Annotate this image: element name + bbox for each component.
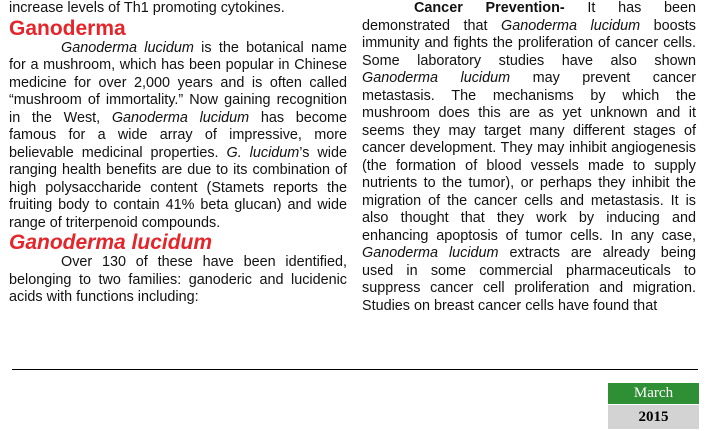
italic-term: Ganoderma lucidum: [362, 245, 499, 261]
text-run: It has been demonstrated that: [362, 0, 696, 34]
heading-ganoderma: Ganoderma: [9, 16, 126, 40]
text-run: boosts immunity and fights the proliferation of cancer cells. Some laboratory studies have also shown: [362, 17, 696, 69]
text-run: Over 130 of these have been identified, belonging to two families: ganoderic and lucidenic acids with functions including:: [9, 254, 347, 305]
right-column: [362, 0, 696, 315]
italic-term: Ganoderma lucidum: [111, 109, 250, 126]
text-run: may prevent cancer metastasis. The mechanisms by which the mushroom does this are as yet unknown and it seems they may target many different stages of cancer development. They may inhibit angiogenesis (the formation of blood vessels made to supply nutrients to the tumor), or perhaps they inhibit the migration of the cancer cells and metastasis. It is also thought that they work by inducing and enhancing apoptosis of tumor cells. In any case,: [362, 70, 696, 244]
italic-term: Ganoderma lucidum: [61, 39, 194, 56]
text-run: has become famous for a wide array of impressive, more believable medicinal properties.: [9, 109, 347, 161]
footer-divider: [12, 369, 698, 370]
left-column: [9, 0, 347, 307]
date-month-badge: March: [608, 383, 699, 404]
paragraph-acids: [9, 254, 347, 307]
text-run: extracts are already being used in some commercial pharmaceuticals to suppress cancer cell proliferation and migration. Studies on breast cancer cells have found that: [362, 245, 696, 314]
heading-ganoderma-lucidum: Ganoderma lucidum: [9, 231, 213, 254]
italic-term: G. lucidum: [226, 144, 300, 161]
italic-term: Ganoderma lucidum: [501, 17, 641, 34]
text-run: ’s wide ranging health benefits are due to its combination of high polysaccharide content (Stamets reports the fruiting body to contain 41% beta glucan) and wide range of triterpenoid compounds.: [9, 144, 347, 231]
intro-line: increase levels of Th1 promoting cytokines.: [9, 0, 285, 16]
text-run: is the botanical name for a mushroom, which has been popular in Chinese medicine for over 2,000 years and is often called “mushroom of immortality.” Now gaining recognition in the West,: [9, 39, 347, 126]
italic-term: Ganoderma lucidum: [362, 70, 511, 86]
paragraph-cancer-prevention: [362, 0, 696, 315]
bold-lead: Cancer Prevention-: [414, 0, 565, 16]
paragraph-ganoderma: [9, 40, 347, 233]
date-year-badge: 2015: [608, 405, 699, 429]
